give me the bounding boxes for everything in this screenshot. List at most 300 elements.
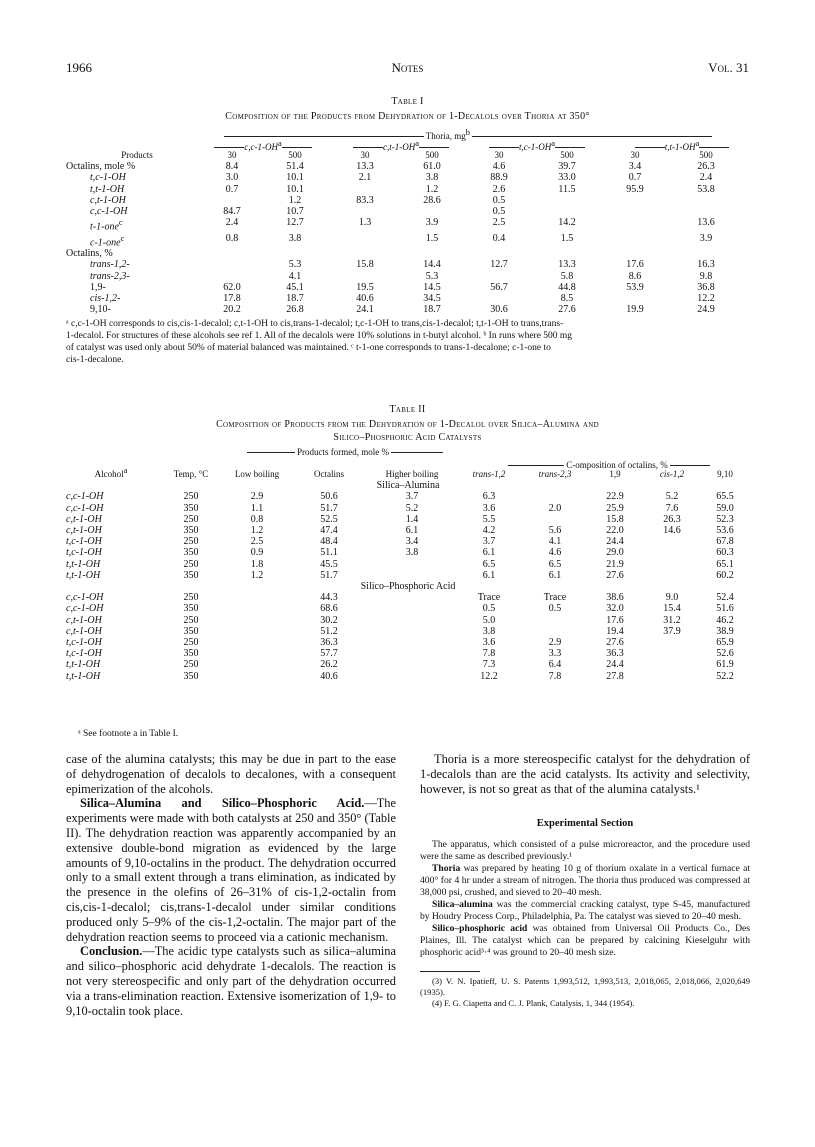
mass-col-header: 30 (630, 150, 640, 160)
section-head-silica: Silica–Alumina and Silico–Phosphoric Acid. (80, 796, 365, 811)
table-cell (604, 217, 666, 233)
table-row (66, 206, 746, 217)
reference-4: (4) F. G. Ciapetta and C. J. Plank, Catalysis, 1, 344 (1954). (432, 998, 635, 1009)
table-cell (604, 293, 666, 304)
table-cell (370, 626, 454, 637)
table-cell: t,t-1-OH (66, 558, 101, 570)
table-cell: 30.2 (320, 614, 338, 626)
group-rule-left (489, 147, 519, 148)
table-row (66, 547, 750, 558)
table-cell: 19.4 (606, 625, 624, 637)
table-row (66, 304, 746, 315)
silico-head: Silico–phosphoric acid (432, 923, 528, 935)
table-cell: t,c-1-OH (66, 637, 102, 649)
table-row (66, 637, 750, 648)
table-cell: 3.7 (482, 536, 496, 548)
table-cell: 350 (183, 502, 199, 514)
table-cell: 38.9 (716, 625, 734, 637)
table-cell (208, 259, 256, 270)
table-cell: 84.7 (223, 206, 241, 218)
column-header (586, 458, 644, 480)
table-cell: Trace (477, 592, 501, 604)
table-cell: 5.5 (482, 513, 496, 525)
column-header (454, 458, 524, 480)
table-cell: 44.3 (320, 592, 338, 604)
left-paragraph-1: case of the alumina catalysts; this may be due in part to the ease of dehydrogenation of decalols to decalones, with a consequent epimerization of the alcohols. (66, 752, 396, 796)
table1-subheader-row (66, 150, 746, 161)
row-label (66, 206, 208, 217)
group-rule-right (419, 147, 449, 148)
table-cell (334, 248, 396, 259)
table-cell: 34.5 (423, 293, 441, 305)
table-cell (226, 671, 288, 682)
silica-text: was the commercial cracking catalyst, type S-45, manufactured by Houdry Process Corp., Philadelphia, Pa. The catalyst was sieved to 20–40 mesh. (420, 899, 750, 923)
table-cell (396, 248, 468, 259)
row-label (66, 248, 208, 259)
table-cell: 250 (183, 513, 199, 525)
group-sup: a (415, 138, 420, 148)
section-head-conclusion: Conclusion. (80, 944, 143, 959)
table-cell: 6.1 (405, 525, 419, 537)
column-header-text: trans-2,3 (538, 469, 572, 479)
table-cell (530, 206, 604, 217)
row-label-text: 9,10- (90, 304, 111, 316)
table1-footnote-line: ᵃ c,c-1-OH corresponds to cis,cis-1-decalol; c,t-1-OH to cis,trans-1-decalol; t,c-1-OH to trans,cis-1-decalol; t,t-1-OH to trans,trans- (66, 319, 564, 329)
table-cell: 27.6 (606, 569, 624, 581)
table-cell: 4.1 (288, 270, 302, 282)
exp-paragraph-apparatus: The apparatus, which consisted of a pulse microreactor, and the procedure used were the same as described previously.¹ (420, 839, 750, 863)
table-cell: 48.4 (320, 536, 338, 548)
table-cell: 7.6 (665, 502, 679, 514)
table-cell: 31.2 (663, 614, 681, 626)
group-label: c,c-1-OH (244, 142, 278, 152)
column-header-text: trans-1,2 (472, 469, 506, 479)
column-header (288, 458, 370, 480)
table-row (66, 259, 746, 270)
table-cell: 38.6 (606, 592, 624, 604)
table-cell: 1.1 (250, 502, 264, 514)
table-cell: 9.8 (699, 270, 713, 282)
table-cell: 67.8 (716, 536, 734, 548)
table-cell: 0.5 (482, 603, 496, 615)
table-cell (226, 603, 288, 614)
table-cell: c,c-1-OH (66, 592, 104, 604)
table-cell: 1.2 (250, 569, 264, 581)
exp-paragraph-silico (420, 923, 750, 959)
row-label-text: Octalins, mole % (66, 161, 136, 173)
table-cell: 3.7 (405, 491, 419, 503)
exp-paragraph-silica (420, 899, 750, 923)
table-cell (644, 559, 700, 570)
table-row (66, 514, 750, 525)
right-column (420, 752, 750, 1009)
table2-caption-line2: Silico–Phosphoric Acid Catalysts (333, 432, 482, 443)
table-cell: 0.5 (492, 206, 506, 218)
table-cell: 65.9 (716, 637, 734, 649)
table-cell: 88.9 (490, 172, 508, 184)
table-cell: 0.5 (492, 194, 506, 206)
table-cell (530, 195, 604, 206)
row-label (66, 304, 208, 315)
table-cell: 3.4 (405, 536, 419, 548)
table-cell: t,t-1-OH (66, 659, 101, 671)
table-cell (644, 659, 700, 670)
table-cell: 3.8 (425, 172, 439, 184)
table-cell: 39.7 (558, 161, 576, 173)
table-cell: 17.8 (223, 293, 241, 305)
volume-label: Vol. 31 (708, 60, 749, 75)
table-cell: 27.6 (606, 637, 624, 649)
table-cell (226, 659, 288, 670)
mass-col-header: 500 (288, 150, 302, 160)
table-cell (604, 195, 666, 206)
table-cell: 22.0 (606, 525, 624, 537)
table-cell: 37.9 (663, 625, 681, 637)
table-cell: 11.5 (558, 183, 576, 195)
table-cell: 250 (183, 614, 199, 626)
table-row (66, 233, 746, 249)
table-cell: 0.4 (492, 232, 506, 244)
table-cell (604, 248, 666, 259)
table-cell: 13.3 (356, 161, 374, 173)
group-rule-left (635, 147, 665, 148)
table-cell (334, 271, 396, 282)
row-label-text: cis-1,2- (90, 293, 121, 305)
table-cell (370, 671, 454, 682)
column-header (226, 458, 288, 480)
table-cell: 36.3 (606, 648, 624, 660)
table-cell: 15.4 (663, 603, 681, 615)
table-cell: 350 (183, 648, 199, 660)
table1-label: Table I (391, 96, 424, 107)
group-sup: a (551, 138, 556, 148)
table-cell (524, 491, 586, 502)
table-cell (208, 195, 256, 206)
table-cell: 14.4 (423, 259, 441, 271)
table-cell: 65.1 (716, 558, 734, 570)
table-row (66, 282, 746, 293)
table-cell: 13.3 (558, 259, 576, 271)
table-cell: 53.9 (626, 281, 644, 293)
table-cell: 17.6 (626, 259, 644, 271)
table-cell: t,c-1-OH (66, 648, 102, 660)
left-paragraph-2-text: —The experiments were made with both catalysts at 250 and 350° (Table II). The dehydration reaction was apparently accompanied by an extensive double-bond migration as evidenced by the large amounts of 9,10-octalins in the product. The dehydration occurred only to a small extent through a trans elimination, as indicated by the presence in the olefins of 26–31% of cis-1,2-octalin from cis,cis-1-decalol; cis,trans-1-decalol under similar conditions produced only 5–9% of the cis-1,2-octalin. The major part of the dehydration reaction seems to proceed via a cationic mechanism. (66, 796, 396, 944)
table-cell: 19.9 (626, 304, 644, 316)
table-cell: 40.6 (356, 293, 374, 305)
table-cell (468, 293, 530, 304)
column-header-text: Low boiling (234, 469, 280, 479)
table-cell: 51.4 (286, 161, 304, 173)
table-cell (644, 637, 700, 648)
table-cell (644, 671, 700, 682)
column-header-text: 1,9 (609, 469, 621, 479)
table-cell: 2.4 (699, 172, 713, 184)
column-header-text: 9,10 (717, 469, 733, 479)
table-cell: 25.9 (606, 502, 624, 514)
table-cell: 4.1 (548, 536, 562, 548)
table-cell: 5.3 (425, 270, 439, 282)
table-cell: 250 (183, 659, 199, 671)
table-cell: 14.5 (423, 281, 441, 293)
table-cell: 5.2 (405, 502, 419, 514)
row-label-text: trans-2,3- (90, 270, 130, 282)
table-cell: 12.7 (286, 217, 304, 229)
table-cell: 14.6 (663, 525, 681, 537)
table-cell: 24.4 (606, 536, 624, 548)
table2-products-span (222, 447, 468, 457)
composition-span-text: C-omposition of octalins, % (566, 460, 668, 470)
table-cell: t,c-1-OH (66, 536, 102, 548)
table-row (66, 603, 750, 614)
table-cell (370, 637, 454, 648)
row-label-text: Octalins, % (66, 248, 113, 260)
column-header-text: Alcohol (94, 469, 124, 479)
column-header-text: cis-1,2 (659, 469, 685, 479)
table-cell (370, 659, 454, 670)
table1-footnote-line: of catalyst was used only about 50% of material balanced was maintained. ᶜ t-1-one corresponds to trans-1-decalone; c-1-one to (66, 343, 551, 353)
column-header-sup: a (123, 465, 128, 475)
table-cell (666, 195, 746, 206)
table-cell (468, 248, 530, 259)
table-cell (370, 648, 454, 659)
table-cell: 45.5 (320, 558, 338, 570)
table-cell: 350 (183, 547, 199, 559)
row-label-text: c,c-1-OH (90, 206, 128, 218)
silica-head: Silica–alumina (432, 899, 493, 911)
row-label (66, 282, 208, 293)
silico-text: was obtained from Universal Oil Products Co., Des Plaines, Ill. The catalyst which can be prepared by calcining Kieselguhr with phosphoric acid³·⁴ was ground to 20–40 mesh size. (420, 923, 750, 959)
table-cell: 65.5 (716, 491, 734, 503)
group-label: t,c-1-OH (518, 142, 552, 152)
table-cell: 250 (183, 536, 199, 548)
row-label (66, 184, 208, 195)
table-row (66, 184, 746, 195)
table-cell: 1.3 (358, 217, 372, 229)
table-cell: 3.6 (482, 637, 496, 649)
table-cell: 61.9 (716, 659, 734, 671)
table-cell: c,t-1-OH (66, 614, 102, 626)
table-cell (370, 603, 454, 614)
table-cell: t,c-1-OH (66, 547, 102, 559)
table-cell: 1.8 (250, 558, 264, 570)
table-cell (666, 248, 746, 259)
table-cell: 95.9 (626, 183, 644, 195)
table-cell: 350 (183, 569, 199, 581)
table-cell (334, 233, 396, 249)
table-cell (370, 559, 454, 570)
table-cell: 61.0 (423, 161, 441, 173)
table-cell: 56.7 (490, 281, 508, 293)
products-header: Products (121, 150, 153, 160)
table-cell (334, 206, 396, 217)
table-row (66, 217, 746, 233)
page-header (66, 60, 749, 80)
table-cell: 4.6 (492, 161, 506, 173)
table-cell: 9.0 (665, 592, 679, 604)
table-cell (226, 648, 288, 659)
table-cell: 26.3 (663, 513, 681, 525)
table-row (66, 570, 750, 581)
table-cell: 19.5 (356, 281, 374, 293)
left-paragraph-3 (66, 944, 396, 1018)
table-cell: 16.3 (697, 259, 715, 271)
table-cell: c,t-1-OH (66, 625, 102, 637)
table-row (66, 626, 750, 637)
row-label-text: trans-1,2- (90, 259, 130, 271)
table-cell: 350 (183, 525, 199, 537)
table-cell: 0.5 (548, 603, 562, 615)
group-rule-right (699, 147, 729, 148)
table-cell: 17.6 (606, 614, 624, 626)
table2 (66, 458, 750, 682)
table-cell: 6.5 (482, 558, 496, 570)
table2-header-row (66, 458, 750, 480)
group-rule-right (282, 147, 312, 148)
table-cell (530, 248, 604, 259)
table-cell: 1.2 (250, 525, 264, 537)
table-cell: 7.8 (482, 648, 496, 660)
mass-col-header: 500 (560, 150, 574, 160)
table-cell: 24.1 (356, 304, 374, 316)
table-cell: 33.0 (558, 172, 576, 184)
table-cell: 5.0 (482, 614, 496, 626)
table-row (66, 503, 750, 514)
section-row (66, 581, 750, 592)
thoria-head: Thoria (432, 863, 461, 875)
table-cell (468, 271, 530, 282)
table-cell: 59.0 (716, 502, 734, 514)
table-cell: 10.7 (286, 206, 304, 218)
table-cell: 52.6 (716, 648, 734, 660)
row-label (66, 293, 208, 304)
table-cell: 14.2 (558, 217, 576, 229)
table2-footnote: ᵃ See footnote a in Table I. (78, 729, 179, 739)
table-cell: 6.5 (548, 558, 562, 570)
column-header-text: Higher boiling (385, 469, 439, 479)
left-column (66, 752, 396, 1018)
table-cell: 57.7 (320, 648, 338, 660)
table-cell: 51.2 (320, 625, 338, 637)
table-cell: 27.6 (558, 304, 576, 316)
reference-3: (3) V. N. Ipatieff, U. S. Patents 1,993,512, 1,993,513, 2,018,065, 2,018,066, 2,020,649 (1935). (420, 976, 750, 998)
table-cell: 68.6 (320, 603, 338, 615)
table-cell: 36.3 (320, 637, 338, 649)
thoria-text: was prepared by heating 10 g of thorium oxalate in a vertical furnace at 400° for 4 hr under a stream of nitrogen. The thoria thus produced was compressed at 38,000 psi, crushed, and sieved to 20–40 mesh. (420, 863, 750, 899)
table-cell (644, 648, 700, 659)
table-cell: 6.3 (482, 491, 496, 503)
table-cell: 250 (183, 592, 199, 604)
row-label (66, 259, 208, 270)
table-cell: 44.8 (558, 281, 576, 293)
table-row (66, 671, 750, 682)
table-cell: c,c-1-OH (66, 491, 104, 503)
table-cell: 60.3 (716, 547, 734, 559)
table-cell: 0.7 (628, 172, 642, 184)
table-cell: 5.3 (288, 259, 302, 271)
table1-footnote-line: 1-decalol. For structures of these alcohols see ref 1. All of the decalols were 10% solutions in t-butyl alcohol. ᵇ In runs where 500 mg (66, 331, 573, 341)
table-cell: 1.2 (288, 194, 302, 206)
table-cell (370, 592, 454, 603)
mass-col-header: 500 (425, 150, 439, 160)
table-cell: 52.5 (320, 513, 338, 525)
row-label (66, 172, 208, 183)
table-cell (370, 615, 454, 626)
table-cell: 51.6 (716, 603, 734, 615)
table-cell: 2.4 (225, 217, 239, 229)
group-label: c,t-1-OH (382, 142, 416, 152)
column-header (524, 458, 586, 480)
table-cell: 26.2 (320, 659, 338, 671)
row-label-text: 1,9- (90, 281, 106, 293)
table-cell: 250 (183, 637, 199, 649)
table-cell (226, 592, 288, 603)
table-row (66, 648, 750, 659)
page-number: 1966 (66, 60, 92, 75)
table-cell: 0.8 (225, 232, 239, 244)
table-cell (226, 615, 288, 626)
table-row (66, 195, 746, 206)
table-row (66, 615, 750, 626)
table-cell: 3.8 (288, 232, 302, 244)
table-cell: 45.1 (286, 281, 304, 293)
products-span-text: Products formed, mole % (297, 447, 389, 457)
table2-label: Table II (389, 404, 426, 415)
right-paragraph-1: Thoria is a more stereospecific catalyst for the dehydration of 1-decalols than are the acid catalysts. Its activity and selectivity, however, is not so great as that of the alumina catalysts.¹ (420, 752, 750, 796)
table-cell: 1.4 (405, 513, 419, 525)
table-cell: 3.3 (548, 648, 562, 660)
table-cell: 7.3 (482, 659, 496, 671)
row-label (66, 217, 208, 233)
mass-col-header: 30 (360, 150, 370, 160)
table-cell: 4.6 (548, 547, 562, 559)
table-cell: 18.7 (423, 304, 441, 316)
table-cell: 20.2 (223, 304, 241, 316)
table-cell: 27.8 (606, 670, 624, 682)
table-cell: 53.6 (716, 525, 734, 537)
table-cell (226, 637, 288, 648)
table-cell: 3.6 (482, 502, 496, 514)
table-cell (644, 547, 700, 558)
table-cell: 350 (183, 625, 199, 637)
table-cell: 12.2 (480, 670, 498, 682)
table-cell: 24.4 (606, 659, 624, 671)
mass-col-header: 30 (494, 150, 504, 160)
table-row (66, 536, 750, 547)
section-title: Silica–Alumina (376, 480, 440, 492)
table-cell: 0.7 (225, 183, 239, 195)
table-cell: 2.1 (358, 172, 372, 184)
column-header-text: Temp, °C (173, 469, 209, 479)
column-header (66, 458, 156, 480)
table-cell (370, 570, 454, 581)
table-cell: 52.3 (716, 513, 734, 525)
table-cell: 1.5 (425, 232, 439, 244)
column-header-text: Octalins (314, 469, 344, 479)
table-row (66, 525, 750, 536)
table-cell: 15.8 (606, 513, 624, 525)
table-cell: 26.8 (286, 304, 304, 316)
thoria-header-text: Thoria, mg (425, 131, 466, 141)
table-cell (604, 233, 666, 249)
table-cell: c,t-1-OH (66, 513, 102, 525)
table-cell: 0.8 (250, 513, 264, 525)
column-header (370, 458, 454, 480)
table-cell: 36.8 (697, 281, 715, 293)
table-cell: Trace (543, 592, 567, 604)
reference-rule (420, 971, 480, 972)
table-cell: 2.9 (250, 491, 264, 503)
table-cell: c,c-1-OH (66, 603, 104, 615)
